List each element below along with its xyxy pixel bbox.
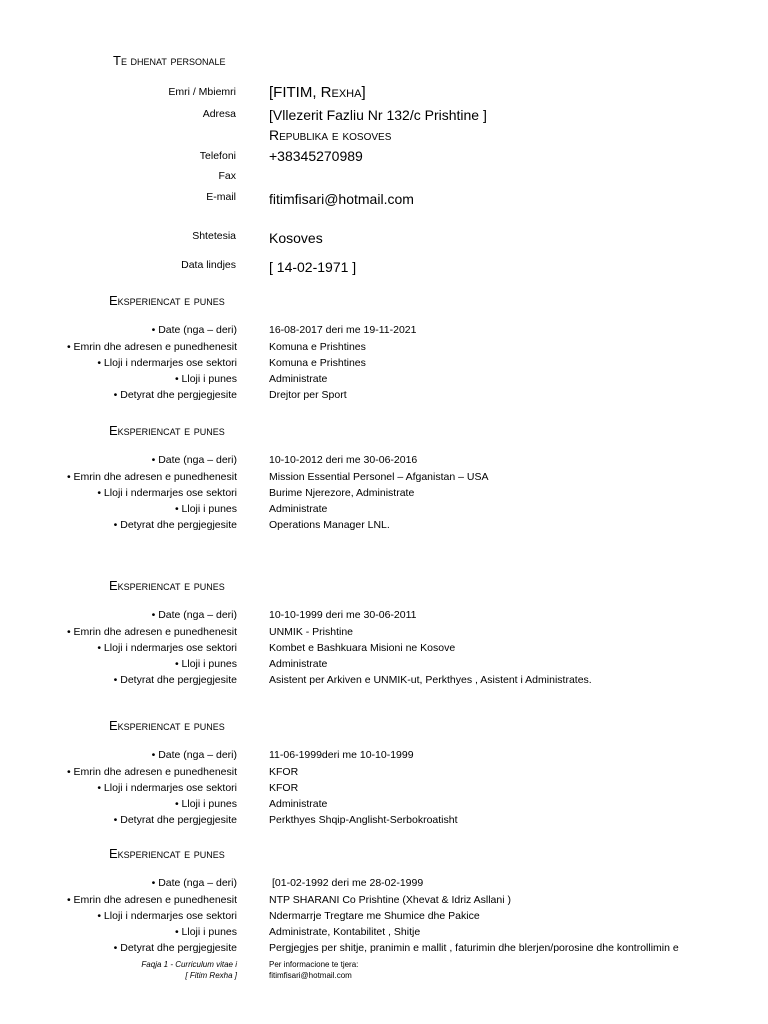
experience-row-label: • Date (nga – deri)	[151, 324, 237, 336]
experience-row-label: • Emrin dhe adresen e punedhenesit	[66, 626, 237, 638]
phone-value: +38345270989	[269, 148, 363, 164]
experience-row-value: KFOR	[269, 782, 299, 794]
experience-row-value: NTP SHARANI Co Prishtine (Xhevat & Idriz Asllani )	[269, 894, 511, 906]
experience-row-label: • Detyrat dhe pergjegjesite	[113, 814, 237, 826]
address-label: Adresa	[202, 108, 236, 120]
experience-row-label: • Detyrat dhe pergjegjesite	[113, 674, 237, 686]
experience-row-value: 11-06-1999deri me 10-10-1999	[269, 749, 414, 761]
experience-row-value: Komuna e Prishtines	[269, 341, 366, 353]
experience-row-label: • Emrin dhe adresen e punedhenesit	[66, 894, 237, 906]
phone-label: Telefoni	[199, 150, 236, 162]
experience-row-label: • Lloji i punes	[174, 373, 237, 385]
experience-row-label: • Lloji i ndermarjes ose sektori	[97, 357, 237, 369]
experience-row-label: • Emrin dhe adresen e punedhenesit	[66, 471, 237, 483]
experience-row-value: 16-08-2017 deri me 19-11-2021	[269, 324, 417, 336]
experience-row-value: Administrate	[269, 658, 328, 670]
experience-row-value: 10-10-2012 deri me 30-06-2016	[269, 454, 418, 466]
address-value: [Vllezerit Fazliu Nr 132/c Prishtine ]	[269, 107, 487, 123]
experience-row-value: Pergjegjes per shitje, pranimin e mallit , faturimin dhe blerjen/porosine dhe kontrollimin e	[269, 942, 679, 954]
section-title-experience: Eksperiencat e punes	[109, 293, 225, 308]
birthdate-label: Data lindjes	[181, 259, 236, 271]
footer-info-label: Per informacione te tjera:	[269, 960, 359, 969]
experience-row-value: Administrate	[269, 503, 328, 515]
experience-row-value: Komuna e Prishtines	[269, 357, 366, 369]
experience-row-value: Administrate, Kontabilitet , Shitje	[269, 926, 421, 938]
experience-row-value: [01-02-1992 deri me 28-02-1999	[272, 877, 424, 889]
experience-row-value: Kombet e Bashkuara Misioni ne Kosove	[269, 642, 456, 654]
email-value: fitimfisari@hotmail.com	[269, 191, 414, 207]
experience-row-label: • Lloji i punes	[174, 658, 237, 670]
footer-email: fitimfisari@hotmail.com	[269, 971, 352, 980]
experience-row-label: • Emrin dhe adresen e punedhenesit	[66, 341, 237, 353]
experience-row-label: • Emrin dhe adresen e punedhenesit	[66, 766, 237, 778]
section-title-experience: Eksperiencat e punes	[109, 423, 225, 438]
experience-row-value: 10-10-1999 deri me 30-06-2011	[269, 609, 417, 621]
nationality-label: Shtetesia	[192, 230, 236, 242]
name-value: [FITIM, Rexha]	[269, 84, 366, 101]
experience-row-value: UNMIK - Prishtine	[269, 626, 354, 638]
address-country: Republika e kosoves	[269, 127, 392, 143]
footer-page-label: Faqja 1 - Curriculum vitae i	[141, 960, 237, 969]
section-title-personal: Te dhenat personale	[113, 53, 226, 68]
fax-label: Fax	[218, 170, 236, 182]
experience-row-value: Administrate	[269, 798, 328, 810]
experience-row-label: • Date (nga – deri)	[151, 609, 237, 621]
nationality-value: Kosoves	[269, 230, 323, 246]
experience-row-label: • Detyrat dhe pergjegjesite	[113, 942, 237, 954]
experience-row-label: • Lloji i ndermarjes ose sektori	[97, 642, 237, 654]
experience-row-value: Ndermarrje Tregtare me Shumice dhe Pakice	[269, 910, 480, 922]
experience-row-label: • Lloji i punes	[174, 503, 237, 515]
experience-row-label: • Lloji i punes	[174, 926, 237, 938]
experience-row-label: • Lloji i ndermarjes ose sektori	[97, 782, 237, 794]
birthdate-value: [ 14-02-1971 ]	[269, 259, 357, 275]
experience-row-value: Administrate	[269, 373, 328, 385]
experience-row-value: KFOR	[269, 766, 299, 778]
experience-row-value: Mission Essential Personel – Afganistan – USA	[269, 471, 489, 483]
experience-row-label: • Detyrat dhe pergjegjesite	[113, 519, 237, 531]
name-label: Emri / Mbiemri	[168, 86, 236, 98]
footer-name-label: [ Fitim Rexha ]	[185, 971, 237, 980]
experience-row-label: • Detyrat dhe pergjegjesite	[113, 389, 237, 401]
section-title-experience: Eksperiencat e punes	[109, 718, 225, 733]
section-title-experience: Eksperiencat e punes	[109, 578, 225, 593]
email-label: E-mail	[206, 191, 236, 203]
experience-row-value: Operations Manager LNL.	[269, 519, 390, 531]
experience-row-value: Drejtor per Sport	[269, 389, 347, 401]
experience-row-value: Burime Njerezore, Administrate	[269, 487, 415, 499]
experience-row-label: • Date (nga – deri)	[151, 454, 237, 466]
section-title-experience: Eksperiencat e punes	[109, 846, 225, 861]
experience-row-label: • Lloji i ndermarjes ose sektori	[97, 910, 237, 922]
experience-row-label: • Lloji i punes	[174, 798, 237, 810]
experience-row-label: • Date (nga – deri)	[151, 877, 237, 889]
experience-row-value: Asistent per Arkiven e UNMIK-ut, Perkthyes , Asistent i Administrates.	[269, 674, 592, 686]
experience-row-value: Perkthyes Shqip-Anglisht-Serbokroatisht	[269, 814, 458, 826]
experience-row-label: • Lloji i ndermarjes ose sektori	[97, 487, 237, 499]
experience-row-label: • Date (nga – deri)	[151, 749, 237, 761]
